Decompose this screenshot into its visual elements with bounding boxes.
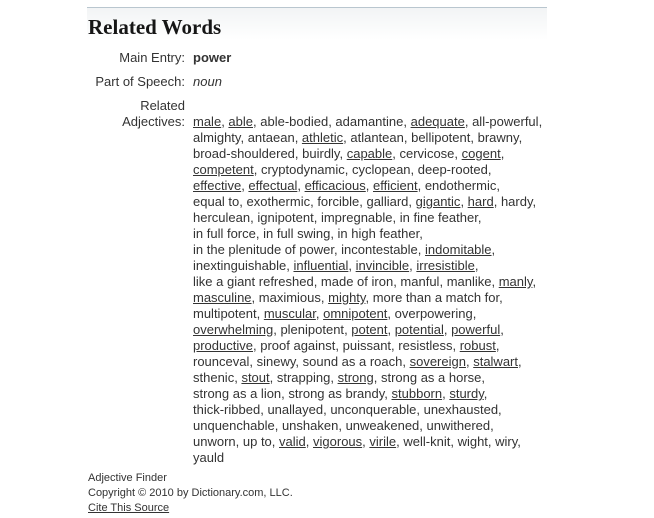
related-word: up to [242, 434, 272, 449]
related-word: antaean [247, 130, 295, 145]
related-word: bellipotent [411, 130, 471, 145]
related-word: unallayed [267, 402, 324, 417]
related-word: rounceval [193, 354, 250, 369]
related-word-link[interactable]: efficacious [304, 178, 366, 193]
related-word-link[interactable]: virile [369, 434, 397, 449]
related-word: unquenchable [193, 418, 275, 433]
part-of-speech-label: Part of Speech: [95, 74, 185, 89]
related-word-link[interactable]: productive [193, 338, 253, 353]
related-word: strong as brandy [288, 386, 385, 401]
related-word: puissant [342, 338, 392, 353]
related-word-link[interactable]: cogent [461, 146, 501, 161]
related-word: unexhausted [423, 402, 499, 417]
related-word-link[interactable]: potential [394, 322, 444, 337]
related-word: almighty [193, 130, 241, 145]
related-word-link[interactable]: sovereign [409, 354, 466, 369]
source-name: Adjective Finder [88, 472, 167, 484]
related-word: endothermic [424, 178, 497, 193]
main-entry-label: Main Entry: [119, 50, 185, 65]
related-adjectives-list: male, able, able-bodied, adamantine, adequate, all-powerful, almighty, antaean, athletic, atlantean, bellipotent, brawny, broad-shouldered, buirdly, capable, cervicose, cogent, competent, cryptodynamic, cyclopean, deep-rooted, effective, effectual, efficacious, efficient, endothermic, equal to, exothermic, forcible, galliard, gigantic, hard, hardy, herculean, ignipotent, impregnable, in fine feather, in full force, in full swing, in high feather, in the plenitude of power, incontestable, indomitable, inextinguishable, influential, invincible, irresistible, like a giant refreshed, made of iron, manful, manlike, manly, masculine, maximious, mighty, more than a match for, multipotent, muscular, omnipotent, overpowering, overwhelming, plenipotent, potent, potential, powerful, productive, proof against, puissant, resistless, robust, rounceval, sinewy, sound as a roach, sovereign, stalwart, sthenic, stout, strapping, strong, strong as a horse, strong as a lion, strong as brandy, stubborn, sturdy, thick-ribbed, unallayed, unconquerable, unexhausted, unquenchable, unshaken, unweakened, unwithered, unworn, up to, valid, vigorous, virile, well-knit, wight, wiry, yauld [193, 114, 543, 465]
related-word-link[interactable]: valid [279, 434, 306, 449]
related-word: equal to [193, 194, 240, 209]
related-word-link[interactable]: masculine [193, 290, 252, 305]
related-word: unwithered [426, 418, 491, 433]
related-word-link[interactable]: omnipotent [323, 306, 388, 321]
related-word: galliard [366, 194, 409, 209]
related-word: cryptodynamic [260, 162, 345, 177]
related-word: multipotent [193, 306, 257, 321]
related-word-link[interactable]: male [193, 114, 222, 129]
related-word: sinewy [256, 354, 296, 369]
related-word: incontestable [341, 242, 418, 257]
related-word-link[interactable]: invincible [355, 258, 410, 273]
related-word: broad-shouldered [193, 146, 295, 161]
related-word-link[interactable]: stalwart [473, 354, 518, 369]
related-word-link[interactable]: adequate [410, 114, 465, 129]
related-word-link[interactable]: stubborn [391, 386, 443, 401]
related-word: like a giant refreshed [193, 274, 314, 289]
related-word: exothermic [246, 194, 311, 209]
related-word: sthenic [193, 370, 235, 385]
related-word: cyclopean [351, 162, 411, 177]
related-word-link[interactable]: strong [337, 370, 374, 385]
related-word: atlantean [350, 130, 404, 145]
related-word: made of iron [320, 274, 394, 289]
part-of-speech-value: noun [193, 74, 222, 89]
related-word: thick-ribbed [193, 402, 261, 417]
related-label-line1: Related [140, 98, 185, 113]
related-word-link[interactable]: overwhelming [193, 322, 274, 337]
related-word-link[interactable]: stout [241, 370, 270, 385]
related-word: unconquerable [330, 402, 417, 417]
related-word-link[interactable]: influential [293, 258, 349, 273]
related-word-link[interactable]: mighty [328, 290, 366, 305]
related-word: unweakened [345, 418, 420, 433]
related-word: strapping [276, 370, 331, 385]
related-word: wiry [495, 434, 518, 449]
related-word: wight [457, 434, 488, 449]
related-word: ignipotent [257, 210, 314, 225]
page-title: Related Words [88, 15, 222, 39]
related-word: adamantine [335, 114, 404, 129]
related-word: yauld [193, 450, 225, 465]
related-word-link[interactable]: effectual [248, 178, 298, 193]
related-word: in high feather [337, 226, 420, 241]
related-word: proof against [260, 338, 336, 353]
related-word: more than a match for [372, 290, 500, 305]
related-word: unworn [193, 434, 236, 449]
related-word: strong as a horse [380, 370, 482, 385]
related-word-link[interactable]: potent [351, 322, 388, 337]
related-word: deep-rooted [417, 162, 488, 177]
footer [88, 471, 293, 516]
related-word: strong as a lion [193, 386, 282, 401]
related-word-link[interactable]: gigantic [415, 194, 461, 209]
related-word: well-knit [403, 434, 451, 449]
copyright-line: Copyright © 2010 by Dictionary.com, LLC. [88, 487, 293, 499]
related-adjectives-label [87, 98, 185, 130]
main-entry-value: power [193, 50, 232, 65]
related-word: cervicose [399, 146, 455, 161]
related-word: buirdly [302, 146, 340, 161]
related-word-link[interactable]: irresistible [416, 258, 475, 273]
main-entry-row [87, 50, 547, 66]
part-of-speech-row [87, 74, 547, 90]
related-word: sound as a roach [302, 354, 403, 369]
related-word: maximious [258, 290, 321, 305]
related-word-link[interactable]: competent [193, 162, 254, 177]
related-word-link[interactable]: capable [346, 146, 393, 161]
related-word: resistless [398, 338, 453, 353]
related-label-line2: Adjectives: [122, 114, 185, 129]
related-adjectives-row [87, 98, 547, 466]
related-words-panel [87, 7, 547, 480]
related-word-link[interactable]: athletic [301, 130, 344, 145]
related-word-link[interactable]: manly [498, 274, 533, 289]
related-word-link[interactable]: muscular [263, 306, 316, 321]
related-word: inextinguishable [193, 258, 287, 273]
related-word-link[interactable]: effective [193, 178, 242, 193]
cite-this-source-link[interactable]: Cite This Source [88, 502, 170, 514]
related-word: forcible [317, 194, 360, 209]
related-word-link[interactable]: sturdy [449, 386, 484, 401]
related-word: able-bodied [260, 114, 329, 129]
related-word-link[interactable]: powerful [451, 322, 501, 337]
related-word: in the plenitude of power [193, 242, 334, 257]
related-word-link[interactable]: vigorous [313, 434, 363, 449]
related-word-link[interactable]: efficient [373, 178, 418, 193]
related-word-link[interactable]: able [228, 114, 253, 129]
related-word: all-powerful [472, 114, 539, 129]
related-word: brawny [477, 130, 519, 145]
related-word: in fine feather [399, 210, 478, 225]
related-word: in full swing [263, 226, 331, 241]
related-word: hardy [500, 194, 533, 209]
related-word: plenipotent [280, 322, 345, 337]
related-word: impregnable [320, 210, 393, 225]
related-word-link[interactable]: indomitable [425, 242, 492, 257]
related-word: manlike [446, 274, 492, 289]
related-word-link[interactable]: robust [459, 338, 496, 353]
related-word: unshaken [281, 418, 339, 433]
related-word: herculean [193, 210, 251, 225]
related-word-link[interactable]: hard [467, 194, 494, 209]
related-word: manful [400, 274, 440, 289]
related-word: overpowering [394, 306, 473, 321]
related-word: in full force [193, 226, 256, 241]
